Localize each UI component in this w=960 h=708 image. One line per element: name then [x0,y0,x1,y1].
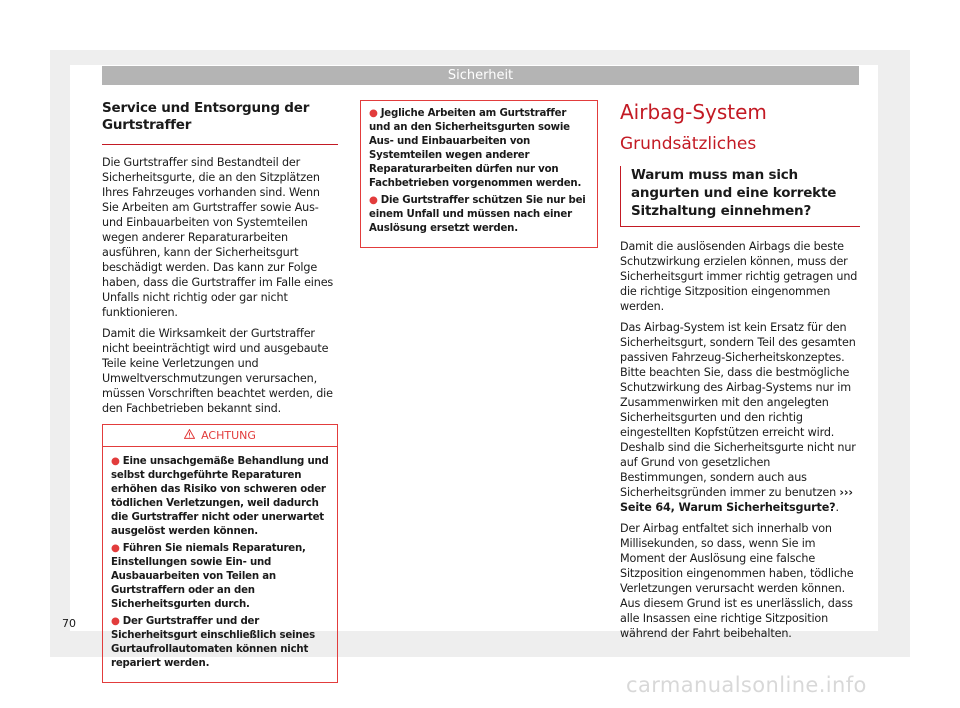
warning-item: ● Führen Sie niemals Reparaturen, Einstellungen sowie Ein- und Ausbauarbeiten von Teilen an Gurtstraffern oder an den Sicherheitsgurten durch. [111,543,306,610]
warning-box [102,424,338,683]
warning-triangle-icon [184,429,195,442]
paragraph: Damit die Wirksamkeit der Gurtstraffer nicht beeinträchtigt wird und ausgebaute Teile keine Verletzungen und Umweltverschmutzungen verursachen, müssen Vorschriften beachtet werden, die den Fachbetrieben bekannt sind. [102,327,333,415]
column-middle [360,100,598,248]
bullet-icon: ● [369,195,378,206]
section-header: Sicherheit [102,66,859,85]
warning-item: ● Eine unsachgemäße Behandlung und selbst durchgeführte Reparaturen erhöhen das Risiko von schweren oder tödlichen Verletzungen, weil dadurch die Gurtstraffer nicht oder unerwartet ausgelöst werden können. [111,456,329,537]
bullet-icon: ● [111,616,120,627]
warning-label: ACHTUNG [201,429,256,442]
column-left [102,100,338,683]
reference-arrow-icon: ››› [839,486,853,499]
paragraph: Damit die auslösenden Airbags die beste Schutzwirkung erzielen können, muss der Sicherheitsgurt immer richtig getragen und die richtige Sitzposition eingenommen werden. [620,240,858,313]
bullet-icon: ● [369,108,378,119]
paragraph: Das Airbag-System ist kein Ersatz für den Sicherheitsgurt, sondern Teil des gesamten passiven Fahrzeug-Sicherheitskonzeptes. Bitte beachten Sie, dass die bestmögliche Schutzwirkung des Airbag-Systems nur im Zusammenwirken mit den angelegten Sicherheitsgurten und den richtig eingestellten Kopfstützen erreicht wird. Deshalb sind die Sicherheitsgurte nicht nur auf Grund von gesetzlichen Bestimmungen, sondern auch aus Sicherheitsgründen immer zu benutzen ››› Seite 64, Warum Sicherheitsgurte?. [620,321,856,514]
section-title: Grundsätzliches [620,134,757,154]
paragraph: Die Gurtstraffer sind Bestandteil der Sicherheitsgurte, die an den Sitzplätzen Ihres Fahrzeuges vorhanden sind. Wenn Sie Arbeiten am Gurtstraffer sowie Aus- und Einbauarbeiten von Systemteilen wegen anderer Reparaturarbeiten ausführen, kann der Sicherheitsgurt beschädigt werden. Das kann zur Folge haben, dass die Gurtstraffer im Falle eines Unfalls nicht richtig oder gar nicht funktionieren. [102,156,334,319]
chapter-title: Airbag-System [620,100,767,124]
paragraph: Der Airbag entfaltet sich innerhalb von Millisekunden, so dass, wenn Sie im Moment der Auslösung eine falsche Sitzposition eingenommen haben, tödliche Verletzungen verursacht werden können. Aus diesem Grund ist es unerlässlich, dass alle Insassen eine richtige Sitzposition während der Fahrt beibehalten. [620,522,854,640]
subsection-heading: Service und Entsorgung der Gurtstraffer [102,100,338,145]
warning-item: ● Die Gurtstraffer schützen Sie nur bei einem Unfall und müssen nach einer Auslösung ersetzt werden. [369,195,586,234]
warning-header [103,425,337,447]
warning-item: ● Der Gurtstraffer und der Sicherheitsgurt einschließlich seines Gurtaufrollautomaten können nicht repariert werden. [111,616,315,669]
bullet-icon: ● [111,456,120,467]
page-number: 70 [62,617,76,630]
bullet-icon: ● [111,543,120,554]
warning-continuation-box [360,100,598,248]
column-right [620,100,860,647]
warning-item: ● Jegliche Arbeiten am Gurtstraffer und an den Sicherheitsgurten sowie Aus- und Einbauarbeiten von Systemteilen wegen anderer Reparaturarbeiten dürfen nur von Fachbetrieben vorgenommen werden. [369,108,582,189]
question-heading: Warum muss man sich angurten und eine korrekte Sitzhaltung einnehmen? [620,166,860,227]
watermark: carmanualsonline.info [626,673,867,697]
page-reference-link[interactable]: Seite 64, Warum Sicherheitsgurte? [620,501,836,514]
